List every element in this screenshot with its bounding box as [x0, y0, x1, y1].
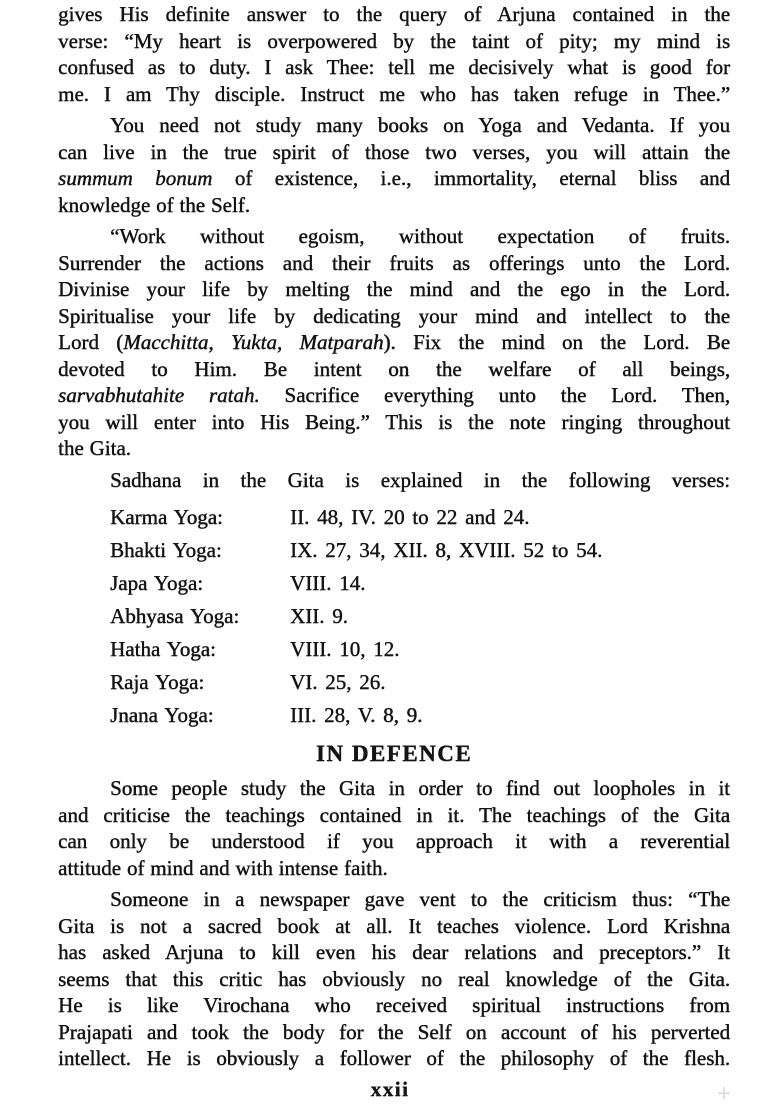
text-line: [58, 112, 730, 139]
italic-term: summum bonum: [58, 166, 213, 190]
text-segment: can only be understood if you approach it with a reverential: [58, 829, 730, 853]
paragraph: [58, 223, 730, 462]
yoga-label: Japa Yoga:: [110, 571, 204, 595]
verse-references: IX. 27, 34, XII. 8, XVIII. 52 to 54.: [290, 538, 603, 562]
verse-references: VIII. 14.: [290, 571, 366, 595]
yoga-label: Raja Yoga:: [110, 670, 205, 694]
text-line: [58, 165, 730, 192]
text-segment: Spiritualise your life by dedicating your mind and intellect to the: [58, 303, 730, 328]
text-line: [58, 409, 730, 436]
text-segment: gives His definite answer to the query of Arjuna contained in the: [58, 2, 730, 26]
verse-references: VIII. 10, 12.: [290, 637, 400, 661]
text-segment: can live in the true spirit of those two verses, you will attain the: [58, 139, 730, 164]
page-number: xxii: [370, 1077, 410, 1101]
page-content: [58, 1, 730, 1072]
text-line: [58, 1045, 730, 1072]
verse-row: [58, 600, 730, 633]
verse-row: [58, 501, 730, 534]
text-line: [58, 992, 730, 1019]
text-segment: attitude of mind and with intense faith.: [58, 855, 388, 880]
text-segment: the Gita.: [58, 436, 131, 460]
text-line: [58, 356, 730, 383]
verse-references: VI. 25, 26.: [290, 670, 386, 694]
section-heading: IN DEFENCE: [315, 741, 473, 766]
text-segment: intellect. He is obviously a follower of the philosophy of the flesh.: [58, 1046, 730, 1070]
scan-artifact-mark: +: [716, 1082, 732, 1104]
text-segment: Sacrifice everything unto the Lord. Then,: [259, 383, 730, 407]
text-line: [58, 81, 730, 108]
text-segment: and criticise the teachings contained in it. The teachings of the Gita: [58, 802, 730, 827]
verse-references: II. 48, IV. 20 to 22 and 24.: [290, 505, 530, 529]
paragraph: [58, 112, 730, 218]
text-segment: me. I am Thy disciple. Instruct me who has taken refuge in Thee.”: [58, 81, 730, 106]
text-segment: confused as to duty. I ask Thee: tell me decisively what is good for: [58, 55, 730, 79]
text-segment: has asked Arjuna to kill even his dear relations and preceptors.” It: [58, 940, 730, 964]
text-line: [58, 886, 730, 913]
text-segment: Divinise your life by melting the mind and the ego in the Lord.: [58, 277, 730, 301]
text-segment: ). Fix the mind on the Lord. Be: [383, 330, 730, 354]
text-segment: Gita is not a sacred book at all. It teaches violence. Lord Krishna: [58, 913, 730, 938]
text-segment: “Work without egoism, without expectation of fruits.: [110, 224, 730, 248]
text-line: [58, 250, 730, 277]
verse-row: [58, 699, 730, 732]
text-line: [58, 855, 730, 882]
text-segment: knowledge of the Self.: [58, 192, 250, 217]
italic-term: Macchitta, Yukta, Matparah: [123, 330, 384, 354]
text-segment: Surrender the actions and their fruits as offerings unto the Lord.: [58, 250, 730, 275]
verse-references: III. 28, V. 8, 9.: [290, 703, 423, 727]
text-segment: Some people study the Gita in order to find out loopholes in it: [110, 776, 730, 800]
text-segment: devoted to Him. Be intent on the welfare of all beings,: [58, 356, 730, 381]
text-line: [58, 276, 730, 303]
text-segment: seems that this critic has obviously no real knowledge of the Gita.: [58, 966, 730, 991]
yoga-label: Abhyasa Yoga:: [110, 604, 240, 628]
text-line: [58, 966, 730, 993]
text-segment: of existence, i.e., immortality, eternal bliss and: [212, 166, 730, 190]
verse-references: XII. 9.: [290, 604, 348, 628]
text-line: [58, 139, 730, 166]
text-line: [58, 303, 730, 330]
paragraph: [58, 1, 730, 107]
text-line: [58, 913, 730, 940]
text-segment: Sadhana in the Gita is explained in the following verses:: [110, 467, 730, 492]
text-line: [58, 939, 730, 966]
paragraph: [58, 467, 730, 494]
text-line: [58, 223, 730, 250]
text-line: [58, 435, 730, 462]
text-segment: You need not study many books on Yoga and Vedanta. If you: [110, 113, 730, 137]
text-segment: He is like Virochana who received spiritual instructions from: [58, 993, 730, 1017]
text-segment: Someone in a newspaper gave vent to the criticism thus: “The: [110, 887, 730, 911]
verse-row: [58, 534, 730, 567]
text-line: [58, 775, 730, 802]
text-line: [58, 329, 730, 356]
text-segment: Lord (: [58, 330, 124, 354]
verse-reference-list: [58, 501, 730, 732]
yoga-label: Bhakti Yoga:: [110, 538, 222, 562]
verse-row: [58, 666, 730, 699]
text-line: [58, 382, 730, 409]
paragraph: [58, 886, 730, 1072]
yoga-label: Jnana Yoga:: [110, 703, 214, 727]
text-segment: Prajapati and took the body for the Self on account of his perverted: [58, 1019, 730, 1044]
text-line: [58, 54, 730, 81]
italic-term: sarvabhutahite ratah.: [58, 383, 260, 407]
text-segment: you will enter into His Being.” This is the note ringing throughout: [58, 409, 730, 434]
text-line: [58, 192, 730, 219]
text-line: [58, 828, 730, 855]
paragraph: [58, 775, 730, 881]
verse-row: [58, 567, 730, 600]
text-line: [58, 28, 730, 55]
text-segment: verse: “My heart is overpowered by the taint of pity; my mind is: [58, 28, 730, 53]
text-line: [58, 467, 730, 494]
yoga-label: Hatha Yoga:: [110, 637, 216, 661]
text-line: [58, 1019, 730, 1046]
yoga-label: Karma Yoga:: [110, 505, 223, 529]
text-line: [58, 1, 730, 28]
verse-row: [58, 633, 730, 666]
text-line: [58, 802, 730, 829]
